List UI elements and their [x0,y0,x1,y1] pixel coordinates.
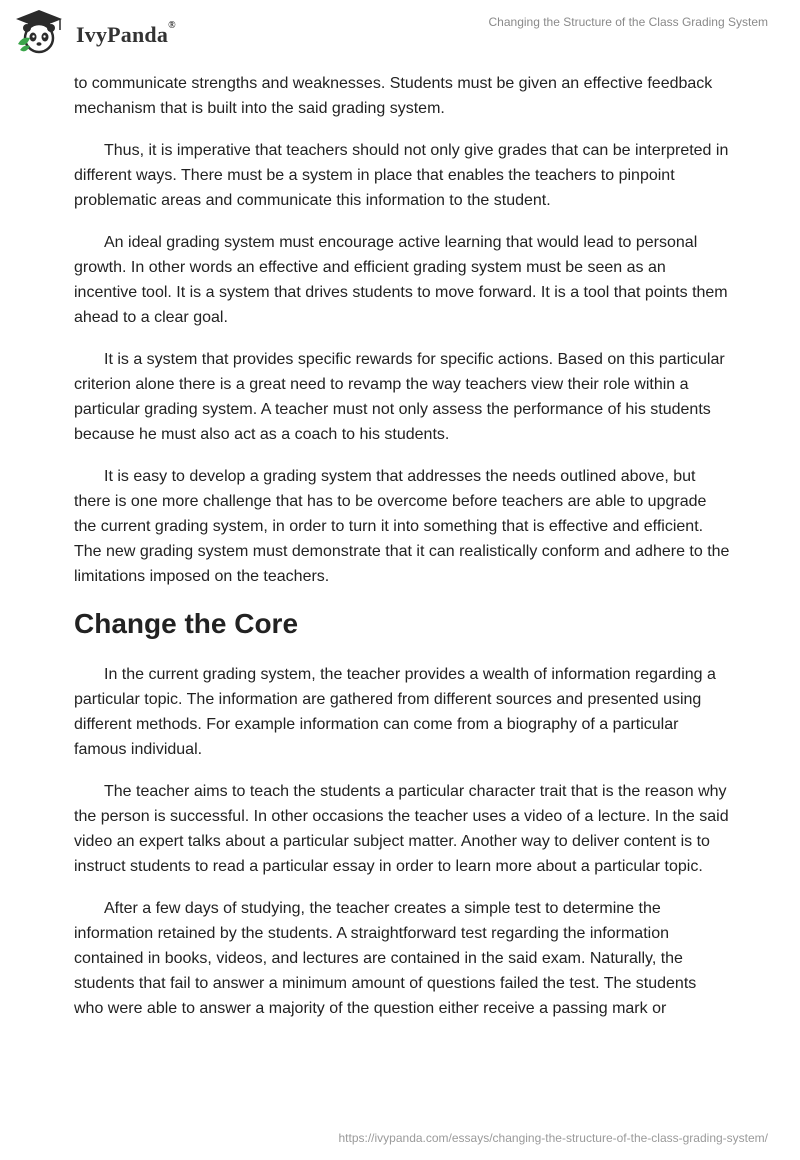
paragraph: Thus, it is imperative that teachers should not only give grades that can be interpreted in different ways. There must be a system in place that enables the teachers to pinpoint problematic areas and communicate this information to the student. [74,142,729,209]
brand-text: IvyPanda [76,22,169,47]
logo[interactable] [14,8,214,58]
paragraph: It is easy to develop a grading system that addresses the needs outlined above, but there is one more challenge that has to be overcome before teachers are able to upgrade the current grading system, in order to turn it into something that is effective and efficient. The new grading system must demonstrate that it can realistically conform and adhere to the limitations imposed on the teachers. [74,468,730,585]
document-title: Changing the Structure of the Class Grading System [488,15,768,29]
paragraph: The teacher aims to teach the students a particular character trait that is the reason why the person is successful. In other occasions the teacher uses a video of a lecture. In the said video an expert talks about a particular subject matter. Another way to deliver content is to instruct students to read a particular essay in order to learn more about a particular topic. [74,783,729,875]
paragraph: In the current grading system, the teacher provides a wealth of information regarding a particular topic. The information are gathered from different sources and presented using different methods. For example information can come from a biography of a particular famous individual. [74,666,716,758]
brand-name [76,22,176,48]
paragraph: After a few days of studying, the teacher creates a simple test to determine the information retained by the students. A straightforward test regarding the information contained in books, videos, and lectures are contained in the said exam. Naturally, the students that fail to answer a minimum amount of questions failed the test. The students who were able to answer a majority of the question either receive a passing mark or [74,900,697,1017]
footer-url[interactable]: https://ivypanda.com/essays/changing-the-structure-of-the-class-grading-system/ [338,1131,768,1145]
registered-mark: ® [168,20,176,31]
article-body [74,71,730,1038]
panda-graduation-cap-icon [14,8,64,56]
paragraph: It is a system that provides specific rewards for specific actions. Based on this particular criterion alone there is a great need to revamp the way teachers view their role within a particular grading system. A teacher must not only assess the performance of his students because he must also act as a coach to his students. [74,351,725,443]
page-header [0,0,800,62]
paragraph: to communicate strengths and weaknesses. Students must be given an effective feedback mechanism that is built into the said grading system. [74,75,713,117]
section-heading: Change the Core [74,608,299,639]
paragraph: An ideal grading system must encourage active learning that would lead to personal growth. In other words an effective and efficient grading system must be seen as an incentive tool. It is a system that drives students to move forward. It is a tool that points them ahead to a clear goal. [74,234,728,326]
